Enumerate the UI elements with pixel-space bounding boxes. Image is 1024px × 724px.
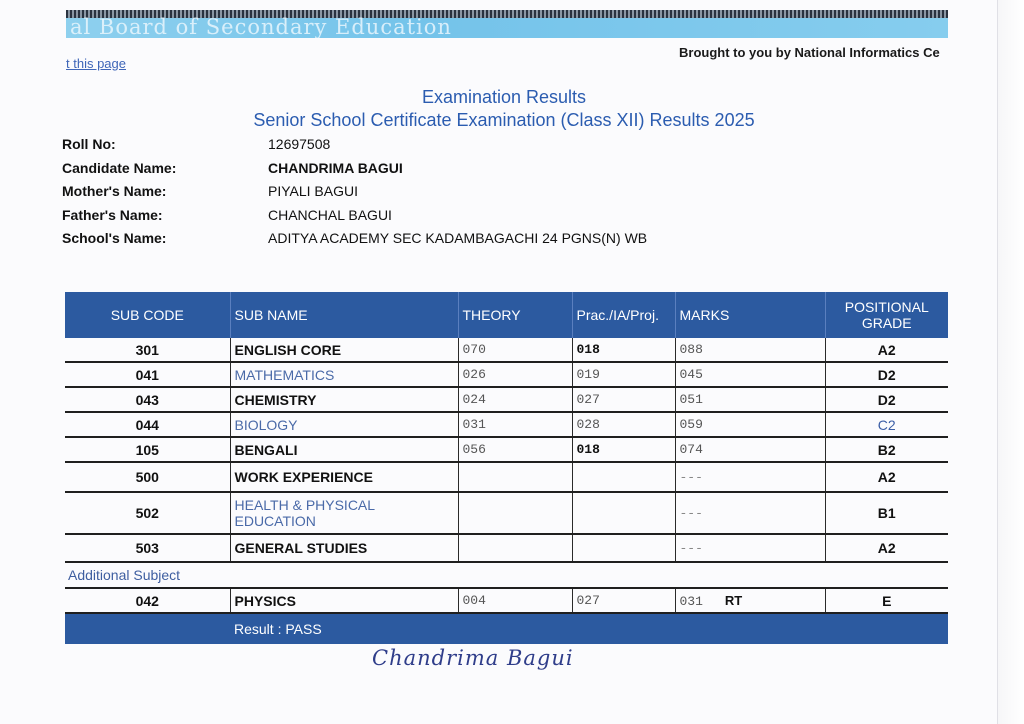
col-marks: MARKS (675, 292, 825, 338)
theory-marks: 004 (458, 588, 572, 613)
grade: E (825, 588, 948, 613)
sub-name: MATHEMATICS (230, 362, 458, 387)
sub-code: 042 (65, 588, 230, 613)
table-row (65, 588, 948, 613)
col-sub-code: SUB CODE (65, 292, 230, 338)
page-title: Examination Results (421, 87, 587, 107)
sub-name: BENGALI (230, 437, 458, 462)
total-marks: --- (675, 492, 825, 534)
school-name-label: School's Name: (62, 230, 167, 246)
sub-code: 041 (65, 362, 230, 387)
col-sub-name: SUB NAME (230, 292, 458, 338)
sub-code: 503 (65, 534, 230, 562)
total-marks: 031 (679, 593, 703, 609)
table-row (65, 338, 948, 362)
mother-name: PIYALI BAGUI (268, 183, 358, 199)
father-name-label: Father's Name: (62, 207, 163, 223)
theory-marks: 026 (458, 362, 572, 387)
sub-code: 502 (65, 492, 230, 534)
roll-label: Roll No: (62, 136, 116, 152)
print-page-link[interactable]: t this page (66, 56, 126, 71)
total-marks: 051 (675, 387, 825, 412)
sub-name: WORK EXPERIENCE (230, 462, 458, 492)
grade: D2 (825, 362, 948, 387)
grade: A2 (825, 338, 948, 362)
prac-marks: 027 (572, 387, 675, 412)
theory-marks (458, 534, 572, 562)
candidate-signature: Chandrima Bagui (372, 646, 574, 670)
table-row (65, 387, 948, 412)
total-marks: 059 (675, 412, 825, 437)
grade: C2 (825, 412, 948, 437)
grade: B2 (825, 437, 948, 462)
theory-marks: 031 (458, 412, 572, 437)
additional-subject-label: Additional Subject (65, 562, 948, 588)
total-marks: --- (675, 462, 825, 492)
table-header-row (65, 292, 948, 338)
candidate-name: CHANDRIMA BAGUI (268, 160, 403, 176)
total-marks: 045 (675, 362, 825, 387)
table-row (65, 437, 948, 462)
col-practical: Prac./IA/Proj. (572, 292, 675, 338)
marks-table (65, 292, 948, 644)
school-name: ADITYA ACADEMY SEC KADAMBAGACHI 24 PGNS(N) WB (268, 230, 648, 246)
sub-name: ENGLISH CORE (230, 338, 458, 362)
prac-marks (572, 534, 675, 562)
sub-code: 105 (65, 437, 230, 462)
prac-marks: 027 (572, 588, 675, 613)
grade: A2 (825, 534, 948, 562)
grade: D2 (825, 387, 948, 412)
table-row (65, 492, 948, 534)
result-status: Result : PASS (230, 613, 948, 644)
sub-code: 043 (65, 387, 230, 412)
mother-name-label: Mother's Name: (62, 183, 167, 199)
sub-name: HEALTH & PHYSICAL EDUCATION (230, 492, 458, 534)
sub-code: 500 (65, 462, 230, 492)
total-marks: 088 (675, 338, 825, 362)
prac-marks (572, 492, 675, 534)
prac-marks: 018 (572, 338, 675, 362)
sub-code: 044 (65, 412, 230, 437)
total-marks: 074 (675, 437, 825, 462)
sub-name: GENERAL STUDIES (230, 534, 458, 562)
theory-marks: 070 (458, 338, 572, 362)
theory-marks: 056 (458, 437, 572, 462)
sub-name: PHYSICS (230, 588, 458, 613)
sub-name: BIOLOGY (230, 412, 458, 437)
sub-code: 301 (65, 338, 230, 362)
prac-marks (572, 462, 675, 492)
roll-number: 12697508 (268, 136, 331, 152)
prac-marks: 019 (572, 362, 675, 387)
result-spacer (65, 613, 230, 644)
col-theory: THEORY (458, 292, 572, 338)
total-marks: --- (675, 534, 825, 562)
candidate-name-label: Candidate Name: (62, 160, 177, 176)
table-row (65, 462, 948, 492)
theory-marks: 024 (458, 387, 572, 412)
col-grade: POSITIONAL GRADE (825, 292, 948, 338)
provider-credit: Brought to you by National Informatics Ce (679, 45, 940, 60)
father-name: CHANCHAL BAGUI (268, 207, 392, 223)
sub-name: CHEMISTRY (230, 387, 458, 412)
grade: A2 (825, 462, 948, 492)
banner-title: al Board of Secondary Education (70, 15, 452, 38)
grade: B1 (825, 492, 948, 534)
marks-flag: RT (724, 592, 743, 608)
additional-subject-row (65, 562, 948, 588)
total-marks-cell (675, 588, 825, 613)
table-row (65, 412, 948, 437)
scan-edge (997, 0, 1024, 724)
prac-marks: 028 (572, 412, 675, 437)
theory-marks (458, 492, 572, 534)
table-row (65, 534, 948, 562)
theory-marks (458, 462, 572, 492)
result-row (65, 613, 948, 644)
board-banner (66, 10, 948, 38)
table-row (65, 362, 948, 387)
exam-subtitle: Senior School Certificate Examination (Class XII) Results 2025 (253, 110, 755, 130)
prac-marks: 018 (572, 437, 675, 462)
